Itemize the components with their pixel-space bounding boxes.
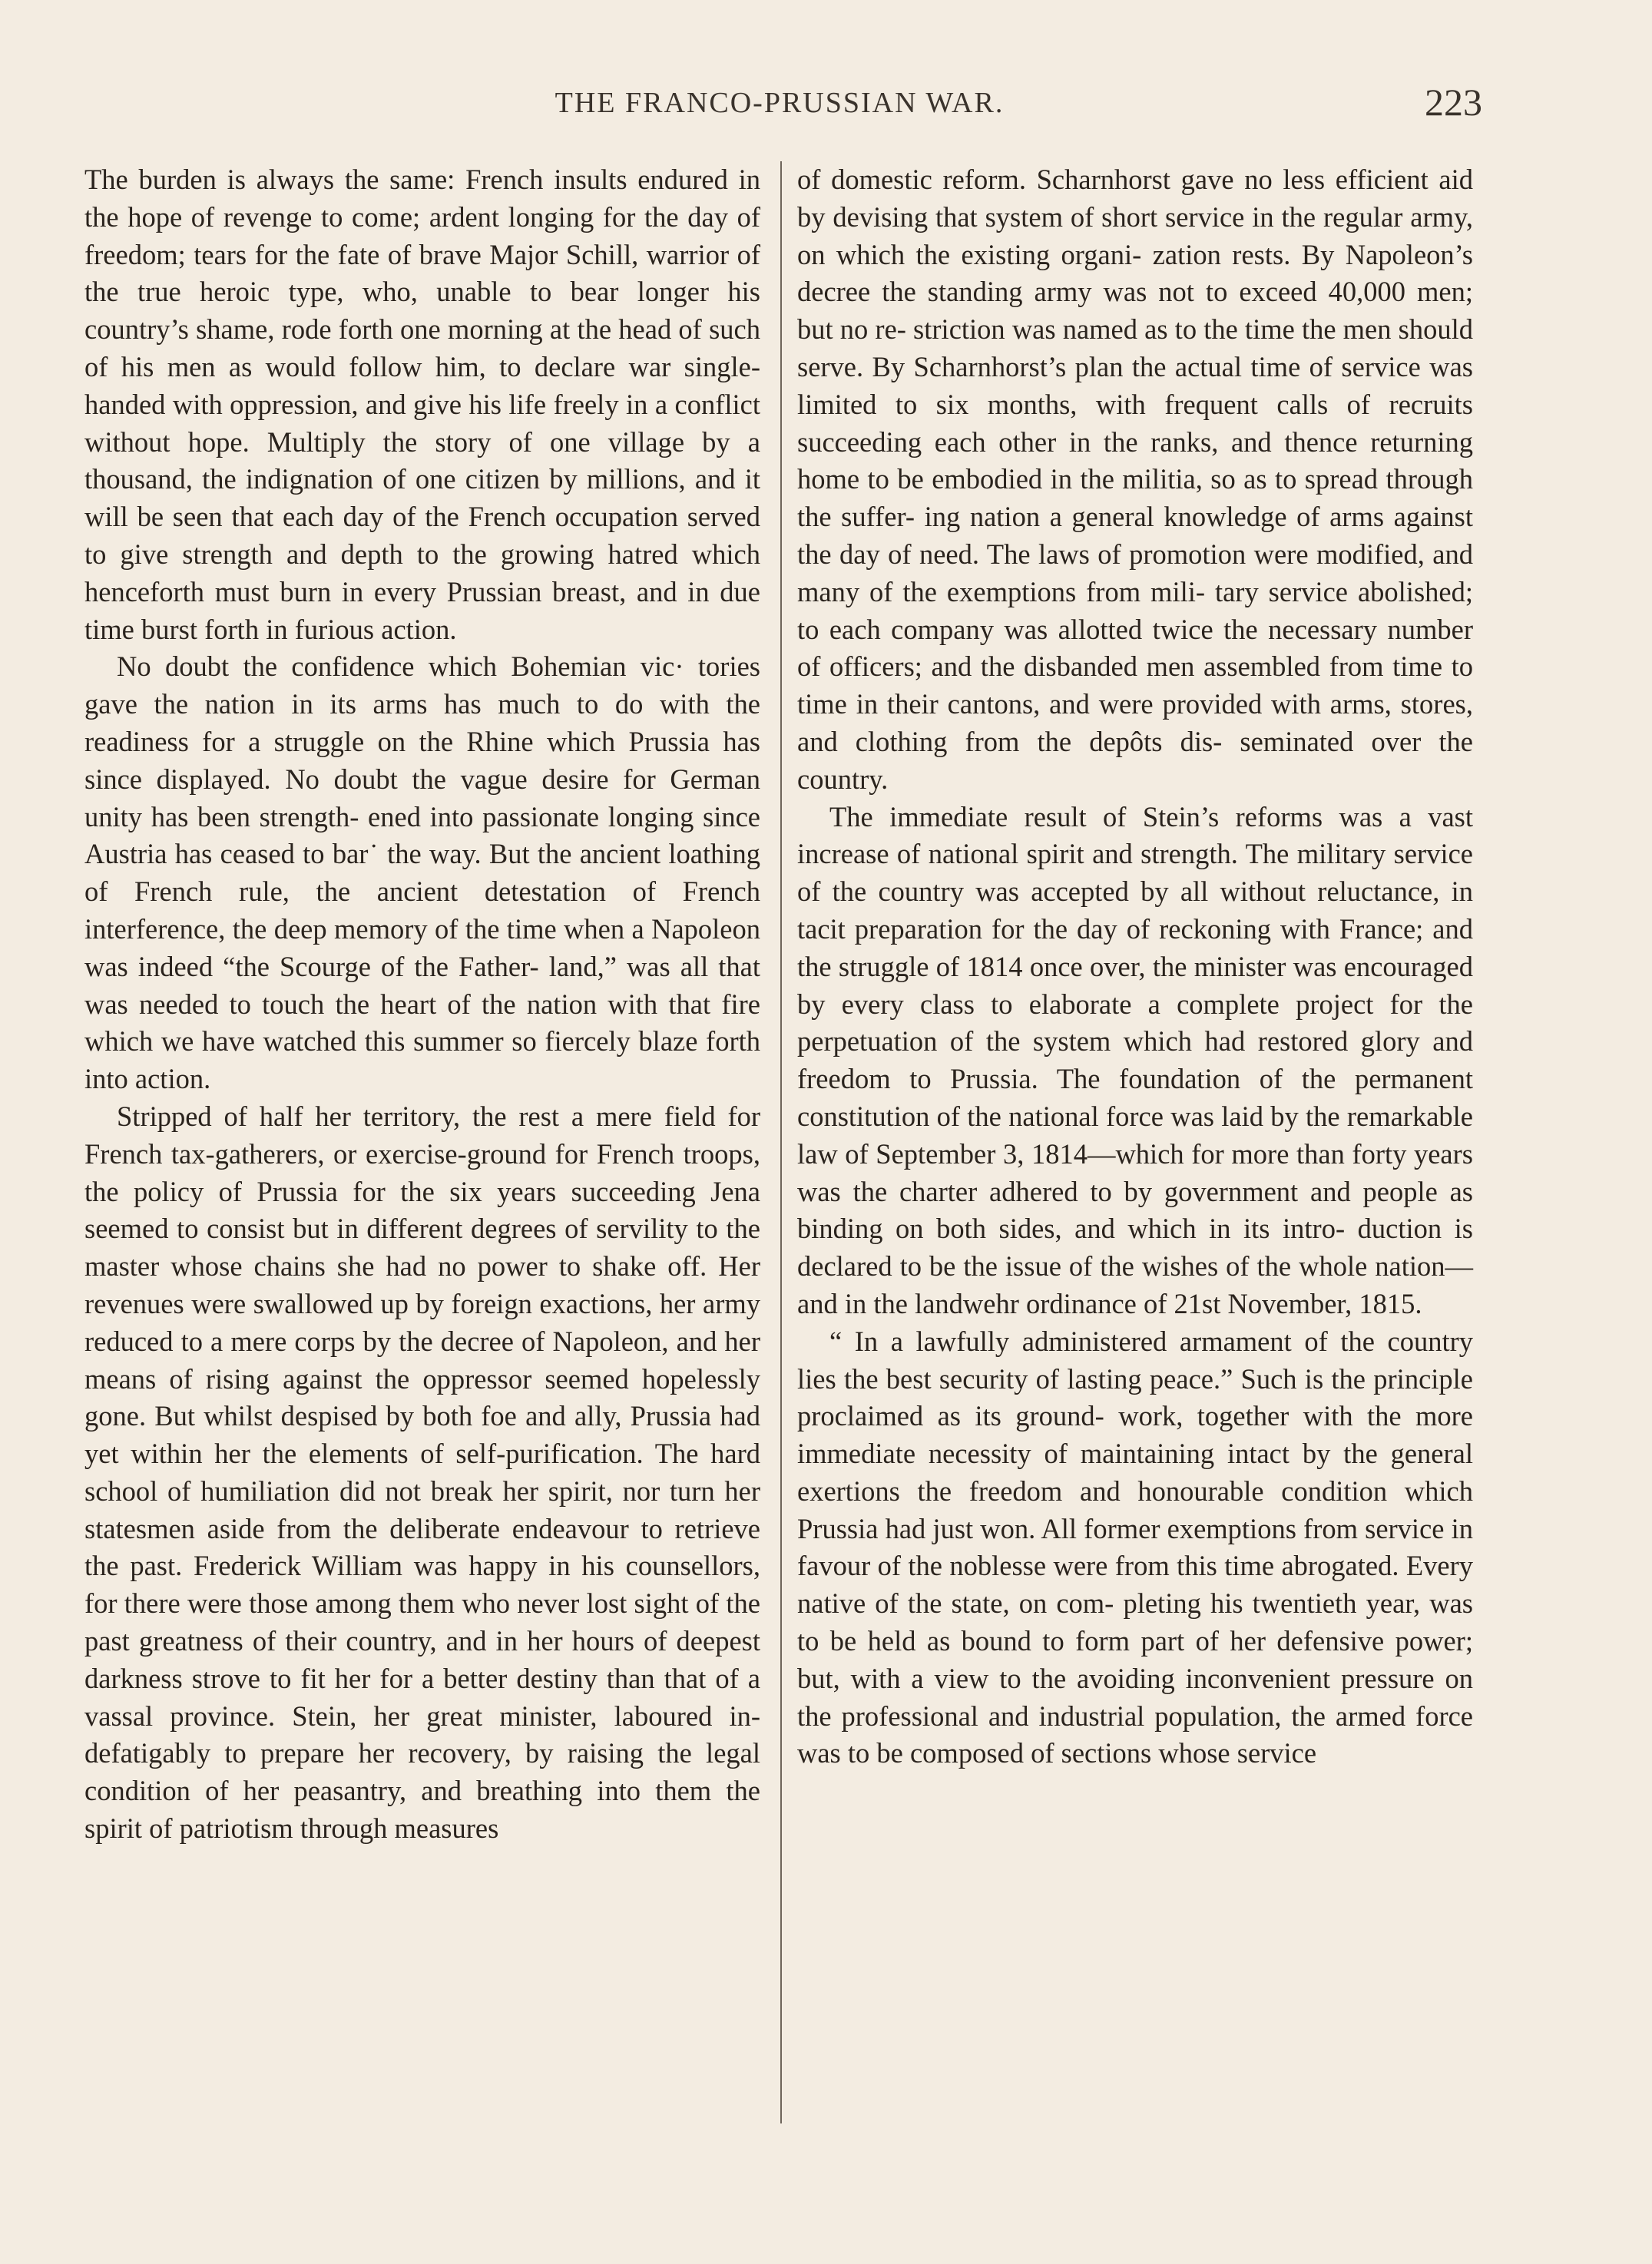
paragraph: Stripped of half her territory, the rest a mere field for French tax-gatherers, or exercise-ground for French troops, the policy of Prussia for the six years succeeding Jena seemed to consist but in different degrees of servility to the master whose chains she had no power to shake off. Her revenues were swallowed up by foreign exactions, her army reduced to a mere corps by the decree of Napoleon, and her means of rising against the oppressor seemed hopelessly gone. But whilst despised by both foe and ally, Prussia had yet within her the elements of self-purification. The hard school of humiliation did not break her spirit, nor turn her statesmen aside from the deliberate endeavour to retrieve the past. Frederick William was happy in his counsellors, for there were those among them who never lost sight of the past greatness of their country, and in her hours of deepest darkness strove to fit her for a better destiny than that of a vassal province. Stein, her great minister, laboured in- defatigably to prepare her recovery, by raising the legal condition of her peasantry, and breathing into them the spirit of patriotism through measures bbox=[84, 1100, 760, 1845]
paragraph: of domestic reform. Scharnhorst gave no less efficient aid by devising that system of short service in the regular army, on which the existing organi- zation rests. By Napoleon’s decree the standing army was not to exceed 40,000 men; but no re- striction was named as to the time the men should serve. By Scharnhorst’s plan the actual time of service was limited to six months, with frequent calls of recruits succeeding each other in the ranks, and thence returning home to be embodied in the militia, so as to spread through the suffer- ing nation a general knowledge of arms against the day of need. The laws of promotion were modified, and many of the exemptions from mili- tary service abolished; to each company was allotted twice the necessary number of officers; and the disbanded men assembled from time to time in their cantons, and were provided with arms, stores, and clothing from the depôts dis- seminated over the country. bbox=[797, 164, 1473, 795]
running-title: THE FRANCO-PRUSSIAN WAR. bbox=[555, 87, 1005, 119]
paragraph: The immediate result of Stein’s reforms was a vast increase of national spirit and strength. The military service of the country was accepted by all without reluctance, in tacit preparation for the day of reckoning with France; and the struggle of 1814 once over, the minister was encouraged by every class to elaborate a complete project for the perpetuation of the system which had restored glory and freedom to Prussia. The foundation of the permanent constitution of the national force was laid by the remarkable law of September 3, 1814—which for more than forty years was the charter adhered to by government and people as binding on both sides, and which in its intro- duction is declared to be the issue of the wishes of the whole nation—and in the landwehr ordinance of 21st November, 1815. bbox=[797, 800, 1473, 1319]
page-number: 223 bbox=[1425, 81, 1482, 124]
paragraph: No doubt the confidence which Bohemian vic· tories gave the nation in its arms has much to do with the readiness for a struggle on the Rhine which Prussia has since displayed. No doubt the vague desire for German unity has been strength- ened into passionate longing since Austria has ceased to bar˙ the way. But the ancient loathing of French rule, the ancient detestation of French interference, the deep memory of the time when a Napoleon was indeed “the Scourge of the Father- land,” was all that was needed to touch the heart of the nation with that fire which we have watched this summer so fiercely blaze forth into action. bbox=[84, 650, 760, 1095]
paragraph: “ In a lawfully administered armament of the country lies the best security of lasting peace.” Such is the principle proclaimed as its ground- work, together with the more immediate necessity of maintaining intact by the general exertions the freedom and honourable condition which Prussia had just won. All former exemptions from service in favour of the noblesse were from this time abrogated. Every native of the state, on com- pleting his twentieth year, was to be held as bound to form part of her defensive power; but, with a view to the avoiding inconvenient pressure on the professional and industrial population, the armed force was to be composed of sections whose service bbox=[797, 1325, 1473, 1769]
left-column bbox=[84, 161, 760, 1848]
page-header bbox=[77, 81, 1482, 140]
paragraph: The burden is always the same: French insults endured in the hope of revenge to come; ardent longing for the day of freedom; tears for the fate of brave Major Schill, warrior of the true heroic type, who, unable to bear longer his country’s shame, rode forth one morning at the head of such of his men as would follow him, to declare war single-handed with oppression, and give his life freely in a conflict without hope. Multiply the story of one village by a thousand, the indignation of one citizen by millions, and it will be seen that each day of the French occupation served to give strength and depth to the growing hatred which henceforth must burn in every Prussian breast, and in due time burst forth in furious action. bbox=[84, 164, 760, 645]
column-divider bbox=[780, 161, 782, 2123]
right-column bbox=[797, 161, 1473, 1772]
